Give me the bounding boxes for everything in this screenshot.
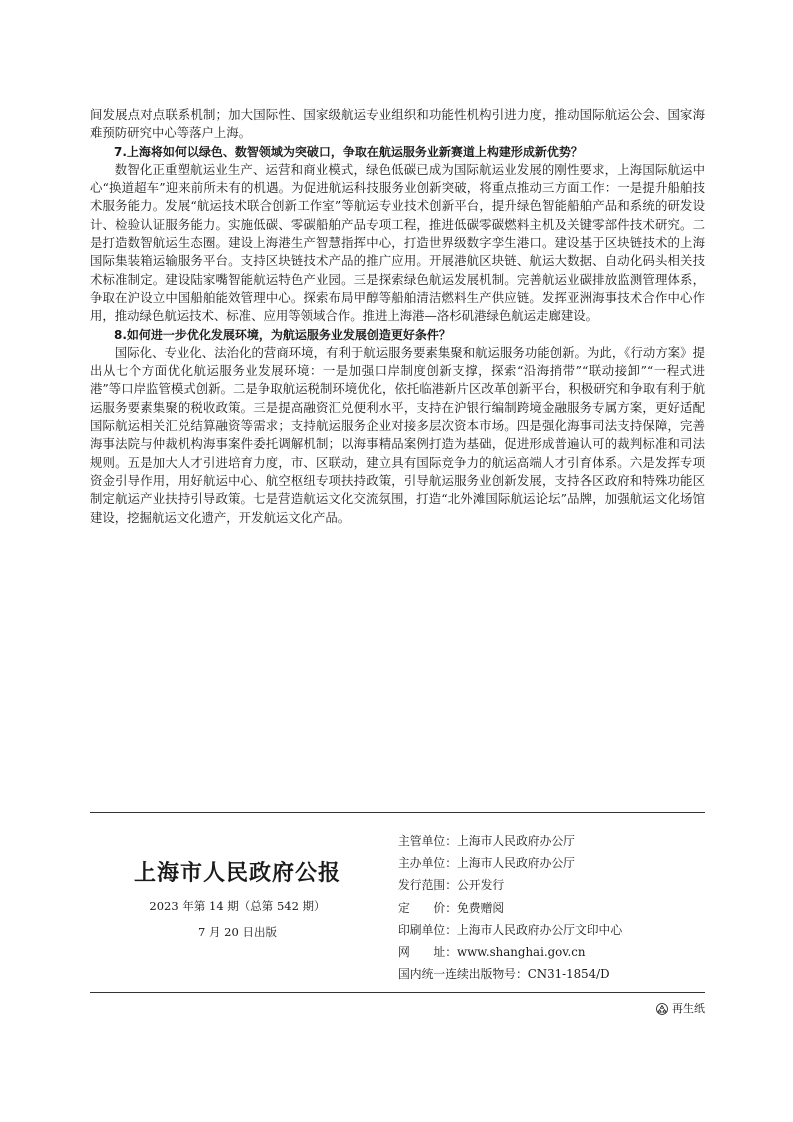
price: 定 价：免费赠阅 bbox=[398, 900, 505, 915]
paragraph-continued: 间发展点对点联系机制；加大国际性、国家级航运专业组织和功能性机构引进力度，推动国际航运公会、国家海难预防研究中心等落户上海。 bbox=[90, 107, 705, 141]
printing-unit: 印刷单位：上海市人民政府办公厅文印中心 bbox=[398, 922, 623, 937]
website: 网 址：www.shanghai.gov.cn bbox=[398, 945, 586, 960]
recycled-paper-label: 再生纸 bbox=[672, 1002, 705, 1015]
recycle-icon bbox=[656, 1003, 668, 1015]
sponsor-unit: 主办单位：上海市人民政府办公厅 bbox=[398, 856, 575, 871]
colophon bbox=[398, 830, 622, 985]
question-heading-8: 8.如何进一步优化发展环境，为航运服务业发展创造更好条件？ bbox=[114, 327, 451, 342]
colophon-top-divider bbox=[90, 812, 705, 813]
supervisor-unit: 主管单位：上海市人民政府办公厅 bbox=[398, 834, 575, 848]
distribution-scope: 发行范围：公开发行 bbox=[398, 878, 505, 893]
masthead bbox=[90, 858, 385, 940]
colophon-bottom-divider bbox=[90, 992, 705, 993]
answer-paragraph-7: 数智化正重塑航运业生产、运营和商业模式，绿色低碳已成为国际航运业发展的刚性要求，上海国际航运中心“换道超车”迎来前所未有的机遇。为促进航运科技服务业创新突破，将重点推动三方面工作：一是提升船舶技术服务能力。发展“航运技术联合创新工作室”等航运专业技术创新平台，提升绿色智能船舶产品和系统的研发设计、检验认证服务能力。实施低碳、零碳船舶产品专项工程，推进低碳零碳燃料主机及关键零部件技术研究。二是打造数智航运生态圈。建设上海港生产智慧指挥中心，打造世界级数字孪生港口。建设基于区块链技术的上海国际集装箱运输服务平台。支持区块链技术产品的推广应用。开展港航区块链、航运大数据、自动化码头相关技术标准制定。建设陆家嘴智能航运特色产业园。三是探索绿色航运发展机制。完善航运业碳排放监测管理体系，争取在沪设立中国船舶能效管理中心。探索布局甲醇等船舶清洁燃料生产供应链。发挥亚洲海事技术合作中心作用，推动绿色航运技术、标准、应用等领域合作。推进上海港—洛杉矶港绿色航运走廊建设。 bbox=[90, 161, 705, 324]
question-heading-7: 7.上海将如何以绿色、数智领域为突破口，争取在航运服务业新赛道上构建形成新优势？ bbox=[114, 144, 583, 159]
issue-number: 2023 年第 14 期（总第 542 期） bbox=[149, 899, 326, 913]
publication-date: 7 月 20 日出版 bbox=[198, 925, 277, 939]
recycled-paper-mark bbox=[656, 1001, 705, 1017]
answer-paragraph-8: 国际化、专业化、法治化的营商环境，有利于航运服务要素集聚和航运服务功能创新。为此，《行动方案》提出从七个方面优化航运服务业发展环境：一是加强口岸制度创新支撑，探索“沿海捎带”“联动接卸”“一程式进港”等口岸监管模式创新。二是争取航运税制环境优化，依托临港新片区改革创新平台，积极研究和争取有利于航运服务要素集聚的税收政策。三是提高融资汇兑便利水平，支持在沪银行编制跨境金融服务专属方案，更好适配国际航运相关汇兑结算融资等需求；支持航运服务企业对接多层次资本市场。四是强化海事司法支持保障，完善海事法院与仲裁机构海事案件委托调解机制；以海事精品案例打造为基础，促进形成普遍认可的裁判标准和司法规则。五是加大人才引进培育力度，市、区联动，建立具有国际竞争力的航运高端人才引育体系。六是发挥专项资金引导作用，用好航运中心、航空枢纽专项扶持政策，引导航运服务业创新发展，支持各区政府和特殊功能区制定航运产业扶持引导政策。七是营造航运文化交流氛围，打造“北外滩国际航运论坛”品牌，加强航运文化场馆建设，挖掘航运文化遗产，开发航运文化产品。 bbox=[90, 344, 705, 525]
article-body bbox=[90, 106, 705, 527]
publication-title: 上海市人民政府公报 bbox=[133, 860, 341, 886]
serial-number: 国内统一连续出版物号：CN31-1854/D bbox=[398, 967, 610, 982]
